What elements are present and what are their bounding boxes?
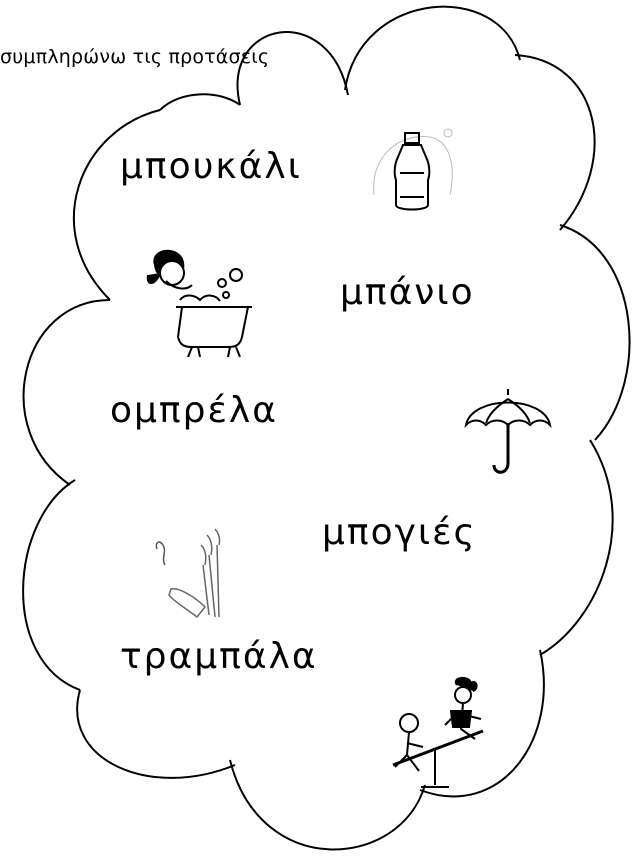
bottle-icon [370,125,460,220]
instruction-text: συμπληρώνω τις προτάσεις [0,46,270,68]
seesaw-kids-icon [385,675,495,795]
bathtub-girl-icon [140,245,260,360]
word-umbrella: ομπρέλα [110,390,278,431]
umbrella-icon [462,385,554,477]
word-bath: μπάνιο [340,272,475,313]
word-paints: μπογιές [322,512,477,553]
paint-tube-brushes-icon [145,525,245,625]
word-seesaw: τραμπάλα [120,636,318,677]
word-bottle: μπουκάλι [120,146,302,187]
